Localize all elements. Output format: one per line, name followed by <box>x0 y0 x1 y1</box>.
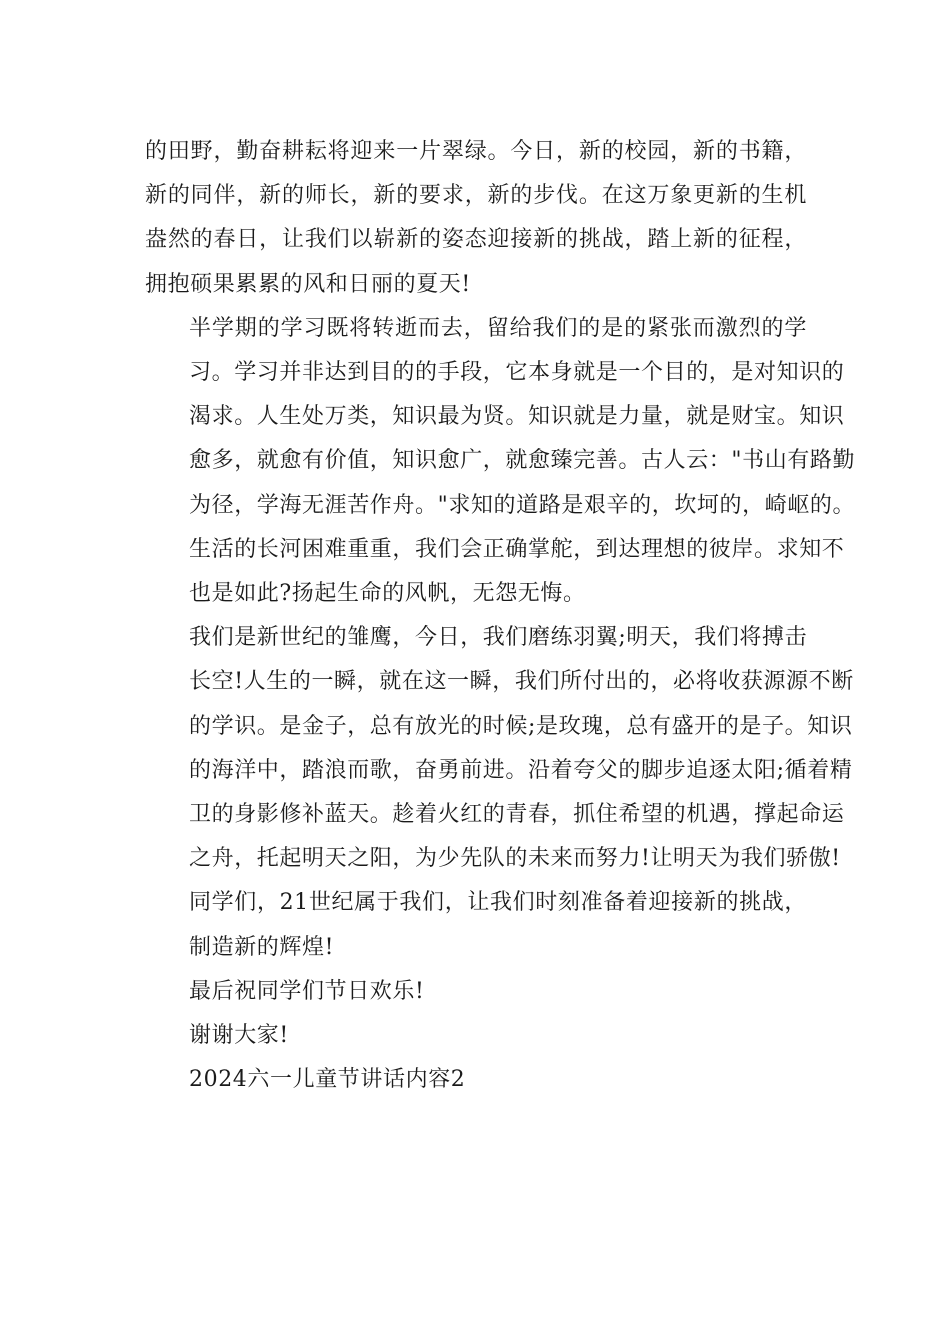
paragraph <box>145 616 854 881</box>
paragraph <box>145 970 807 1014</box>
text-line: 生活的长河困难重重，我们会正确掌舵，到达理想的彼岸。求知不 <box>189 536 845 562</box>
paragraph <box>145 130 807 307</box>
paragraph <box>145 307 856 616</box>
text-line: 愈多，就愈有价值，知识愈广，就愈臻完善。古人云："书山有路勤 <box>189 448 856 474</box>
text-line: 的海洋中，踏浪而歌，奋勇前进。沿着夸父的脚步追逐太阳;循着精 <box>189 757 853 783</box>
text-line: 卫的身影修补蓝天。趁着火红的青春，抓住希望的机遇，撑起命运 <box>189 802 845 828</box>
paragraph <box>145 881 807 969</box>
text-line: 为径，学海无涯苦作舟。"求知的道路是艰辛的，坎坷的，崎岖的。 <box>189 492 856 518</box>
text-line: 之舟，托起明天之阳，为少先队的未来而努力!让明天为我们骄傲! <box>189 846 841 872</box>
text-line: 渴求。人生处万类，知识最为贤。知识就是力量，就是财宝。知识 <box>189 404 845 430</box>
text-line: 的田野，勤奋耕耘将迎来一片翠绿。今日，新的校园，新的书籍， <box>145 139 807 164</box>
text-line: 同学们，21世纪属于我们，让我们时刻准备着迎接新的挑战， <box>189 890 807 916</box>
text-line: 长空!人生的一瞬，就在这一瞬，我们所付出的，必将收获源源不断 <box>189 669 854 695</box>
document-body <box>145 130 856 1102</box>
text-line: 盎然的春日，让我们以崭新的姿态迎接新的挑战，踏上新的征程， <box>145 227 807 253</box>
text-line: 制造新的辉煌! <box>189 934 335 960</box>
paragraph <box>145 1014 807 1058</box>
text-line: 习。学习并非达到目的的手段，它本身就是一个目的，是对知识的 <box>189 360 845 386</box>
text-line: 也是如此?扬起生命的风帆，无怨无悔。 <box>189 581 586 607</box>
text-line: 我们是新世纪的雏鹰，今日，我们磨练羽翼;明天，我们将搏击 <box>189 625 808 651</box>
text-line: 拥抱硕果累累的风和日丽的夏天! <box>145 271 471 297</box>
text-line: 的学识。是金子，总有放光的时候;是玫瑰，总有盛开的是子。知识 <box>189 713 853 739</box>
text-line: 最后祝同学们节日欢乐! <box>189 978 425 1004</box>
text-line: 新的同伴，新的师长，新的要求，新的步伐。在这万象更新的生机 <box>145 183 807 209</box>
text-line: 谢谢大家! <box>189 1023 289 1049</box>
text-line: 2024六一儿童节讲话内容2 <box>189 1067 466 1093</box>
text-line: 半学期的学习既将转逝而去，留给我们的是的紧张而激烈的学 <box>189 315 807 341</box>
paragraph <box>145 1058 807 1102</box>
